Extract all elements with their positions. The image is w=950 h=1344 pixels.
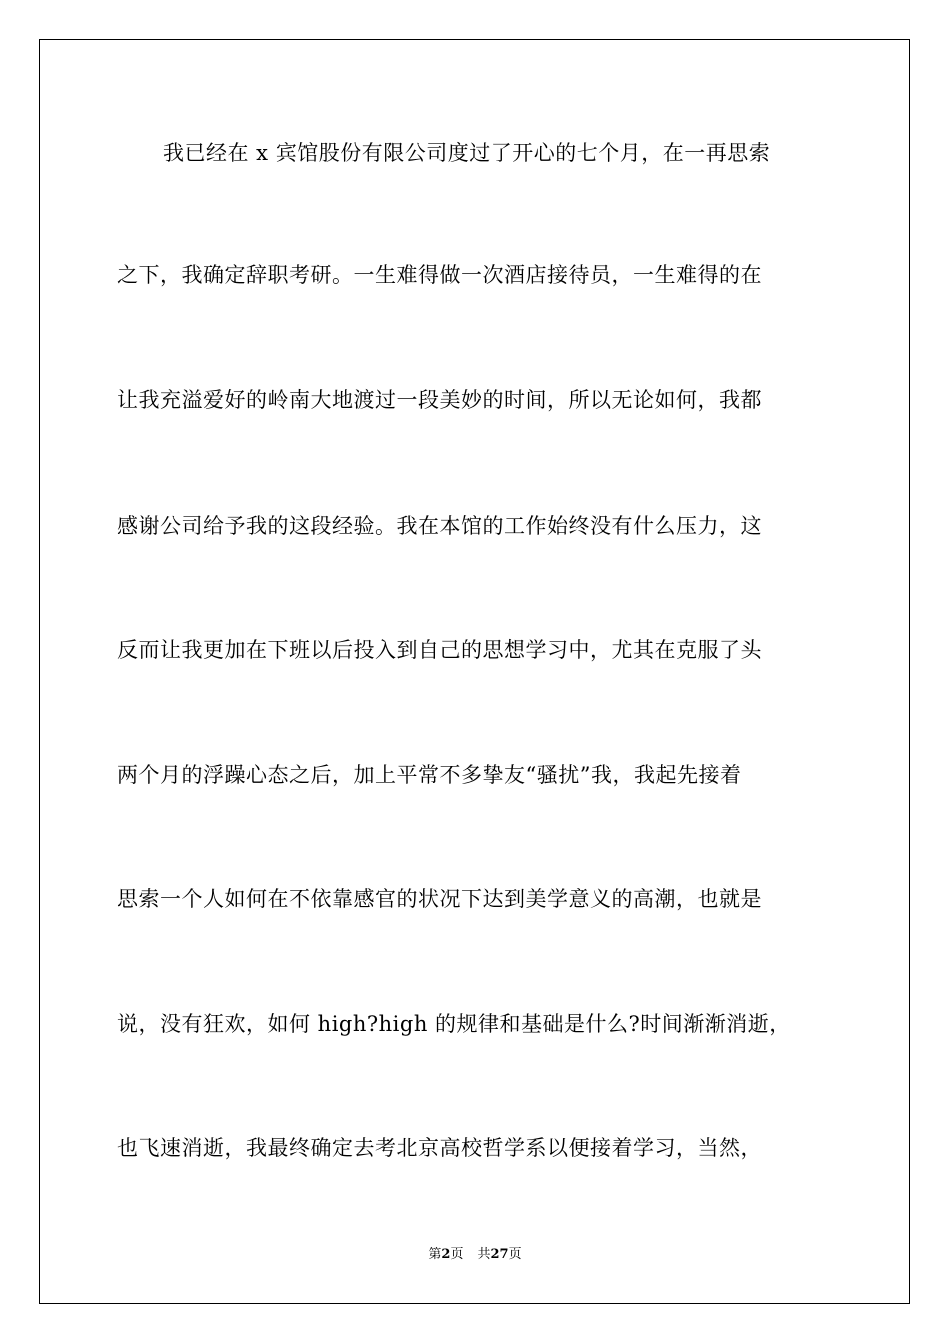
page-prefix: 第 — [428, 1247, 442, 1262]
paragraph-line-8: 说，没有狂欢，如何 high?high 的规律和基础是什么?时间渐渐消逝， — [117, 1012, 791, 1036]
paragraph-line-1: 我已经在 x 宾馆股份有限公司度过了开心的七个月，在一再思索 — [163, 141, 771, 165]
paragraph-line-3: 让我充溢爱好的岭南大地渡过一段美妙的时间，所以无论如何，我都 — [117, 388, 762, 412]
paragraph-line-9: 也飞速消逝，我最终确定去考北京高校哲学系以便接着学习，当然， — [117, 1136, 762, 1160]
paragraph-line-6: 两个月的浮躁心态之后，加上平常不多挚友“骚扰”我，我起先接着 — [117, 763, 742, 787]
total-suffix: 页 — [508, 1247, 522, 1262]
page-border — [39, 39, 910, 1304]
paragraph-line-2: 之下，我确定辞职考研。一生难得做一次酒店接待员，一生难得的在 — [117, 263, 762, 287]
paragraph-line-7: 思索一个人如何在不依靠感官的状况下达到美学意义的高潮，也就是 — [117, 887, 762, 911]
paragraph-line-5: 反而让我更加在下班以后投入到自己的思想学习中，尤其在克服了头 — [117, 638, 762, 662]
page-footer — [0, 1246, 950, 1264]
total-prefix: 共 — [477, 1247, 491, 1262]
page-suffix: 页 — [450, 1247, 464, 1262]
paragraph-line-4: 感谢公司给予我的这段经验。我在本馆的工作始终没有什么压力，这 — [117, 514, 762, 538]
page-number: 2 — [441, 1247, 451, 1262]
total-pages: 27 — [490, 1247, 509, 1262]
